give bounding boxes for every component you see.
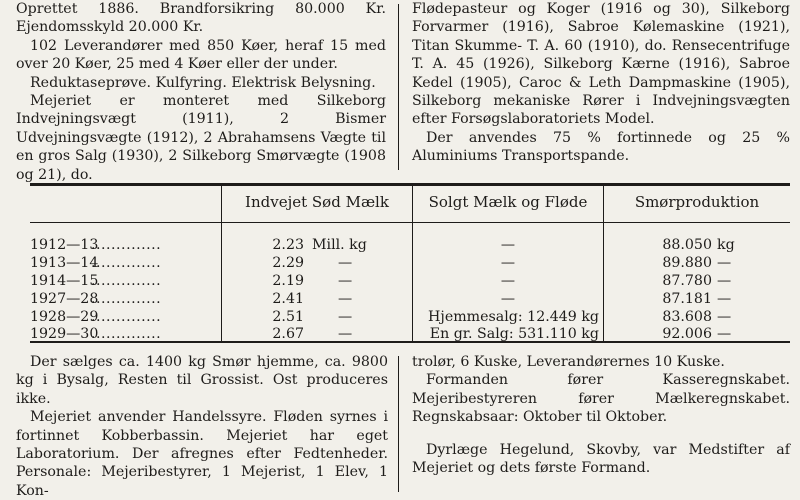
row-year: 1927—28 [30, 291, 99, 307]
row-milk: 2.67 [272, 326, 304, 342]
row-sold: En gr. Salg: 531.110 kg [429, 326, 599, 342]
header-sold: Solgt Mælk og Fløde [428, 193, 588, 211]
table-header-rule [30, 222, 790, 223]
row-butter-unit: — [717, 291, 732, 307]
top-right-column [412, 0, 790, 166]
row-sold: — [500, 237, 516, 253]
row-dots: .............. [91, 309, 162, 325]
row-milk: 2.19 [272, 273, 304, 289]
paragraph-equipment: Mejeriet er monteret med Silkeborg Indvejningsvægt (1911), 2 Bismer Udvejningsvægte (1912), 2 Abrahamsens Vægte til en gros Salg (1930), 2 Silkeborg Smørvægte (1908 og 21), do. [16, 93, 386, 183]
row-milk-unit: — [338, 291, 353, 307]
table-top-rule [30, 183, 790, 186]
paragraph-founder: Dyrlæge Hegelund, Skovby, var Medstifter af Mejeriet og dets første Formand. [412, 441, 790, 477]
row-year: 1929—30 [30, 326, 99, 342]
row-milk: 2.23 [272, 237, 304, 253]
paragraph-butter-sales: Der sælges ca. 1400 kg Smør hjemme, ca. 9800 kg i Bysalg, Resten til Grossist. Ost produceres ikke. [16, 354, 388, 407]
bottom-right-column [412, 353, 790, 477]
row-butter-unit: — [717, 309, 732, 325]
paragraph-transport-cans: Der anvendes 75 % fortinnede og 25 % Aluminiums Transportspande. [412, 129, 790, 165]
bottom-left-column [16, 353, 388, 500]
row-milk: 2.41 [272, 291, 304, 307]
paragraph-methods: Reduktaseprøve. Kulfyring. Elektrisk Belysning. [30, 74, 376, 91]
row-butter: 87.780 [662, 273, 712, 289]
row-milk-unit: — [338, 255, 353, 271]
paragraph-staff-cont: trolør, 6 Kuske, Leverandørernes 10 Kuske. [412, 354, 725, 370]
column-divider-bottom [398, 356, 399, 492]
row-dots: .............. [91, 255, 162, 271]
row-year: 1912—13 [30, 237, 99, 253]
row-milk-unit: — [338, 273, 353, 289]
row-milk: 2.29 [272, 255, 304, 271]
paragraph-equipment-cont: Flødepasteur og Koger (1916 og 30), Silkeborg Forvarmer (1916), Sabroe Kølemaskine (1921), Titan Skumme- T. A. 60 (1910), do. Rensecentrifuge T. A. 45 (1926), Silkeborg Kærne (1916), Sabroe Kedel (1905), Caroc & Leth Dampmaskine (1905), Silkeborg mekaniske Rører i Indvejningsvægten efter Forsøgslaboratoriets Model. [412, 1, 790, 128]
row-milk: 2.51 [272, 309, 304, 325]
row-butter-unit: kg [717, 237, 735, 253]
paragraph-gap [412, 427, 790, 441]
row-butter: 83.608 [662, 309, 712, 325]
row-milk-unit: — [338, 309, 353, 325]
column-divider-top [398, 4, 399, 170]
row-sold: — [500, 291, 516, 307]
row-sold: Hjemmesalg: 12.449 kg [428, 309, 599, 325]
row-dots: .............. [91, 273, 162, 289]
paragraph-laboratory: Mejeriet anvender Handelssyre. Fløden syrnes i fortinnet Kobberbassin. Mejeriet har eget Laboratorium. Der afregnes efter Fedtenheder. Personale: Mejeribestyrer, 1 Mejerist, 1 Elev, 1 Kon- [16, 409, 388, 499]
row-sold: — [500, 273, 516, 289]
row-milk-unit: Mill. kg [312, 237, 367, 253]
row-butter: 89.880 [662, 255, 712, 271]
row-milk-unit: — [338, 326, 353, 342]
paragraph-accounts: Formanden fører Kasseregnskabet. Mejeribestyreren fører Mælkeregnskabet. Regnskabsaar: Oktober til Oktober. [412, 372, 790, 426]
top-left-column [16, 0, 386, 184]
row-dots: .............. [91, 326, 162, 342]
row-dots: .............. [91, 237, 162, 253]
row-butter: 88.050 [662, 237, 712, 253]
paragraph-suppliers: 102 Leverandører med 850 Køer, heraf 15 med over 20 Køer, 25 med 4 Køer eller der under. [16, 37, 386, 73]
row-butter: 92.006 [662, 326, 712, 342]
row-butter-unit: — [717, 255, 732, 271]
row-year: 1914—15 [30, 273, 99, 289]
header-milk: Indvejet Sød Mælk [245, 193, 389, 211]
header-butter: Smørproduktion [634, 193, 760, 211]
row-butter: 87.181 [662, 291, 712, 307]
paragraph-founding: Oprettet 1886. Brandforsikring 80.000 Kr. Ejendomsskyld 20.000 Kr. [16, 1, 386, 36]
row-year: 1928—29 [30, 309, 99, 325]
row-year: 1913—14 [30, 255, 99, 271]
row-dots: .............. [91, 291, 162, 307]
row-sold: — [500, 255, 516, 271]
row-butter-unit: — [717, 326, 732, 342]
row-butter-unit: — [717, 273, 732, 289]
